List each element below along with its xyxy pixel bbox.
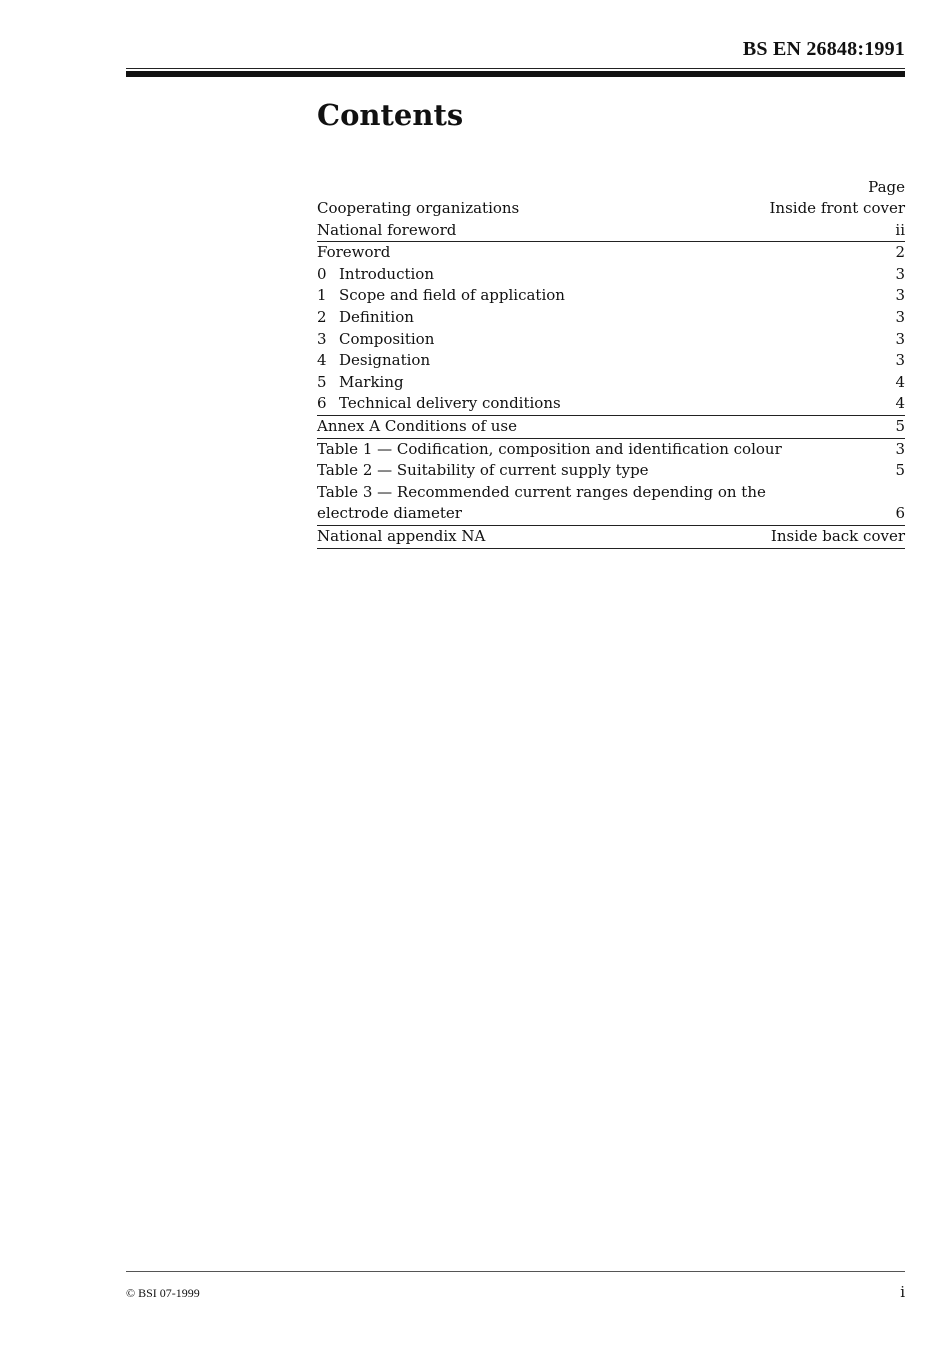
toc-entry-page: ii [895, 220, 905, 239]
toc-entry-national-foreword[interactable] [317, 220, 905, 243]
toc-entry-title: Definition [339, 307, 414, 326]
page-title: Contents [317, 98, 464, 132]
copyright-notice: © BSI 07-1999 [126, 1286, 200, 1300]
page-column-label: Page [868, 178, 905, 196]
toc-entry-page: 5 [895, 416, 905, 435]
toc-entry-introduction[interactable] [317, 264, 905, 286]
toc-entry-page: 3 [895, 329, 905, 348]
toc-entry-title: Cooperating organizations [317, 199, 520, 217]
toc-entry-number: 2 [317, 307, 327, 326]
toc-entry-foreword[interactable] [317, 242, 905, 264]
toc-entry-title: Foreword [317, 243, 391, 262]
toc-entry-title: Composition [339, 329, 435, 348]
toc-entry-page: Inside back cover [770, 526, 905, 545]
toc-entry-page: 4 [895, 394, 905, 413]
toc-entry-title: Table 3 — Recommended current ranges depending on the electrode diameter [317, 482, 766, 523]
toc-entry-table-3[interactable] [317, 482, 905, 526]
toc-entry-number: 3 [317, 329, 327, 348]
toc-entry-title: Table 2 — Suitability of current supply type [317, 461, 649, 480]
toc-entry-page: 3 [895, 351, 905, 370]
table-of-contents [317, 177, 905, 549]
toc-entry-title: Table 1 — Codification, composition and identification colour [317, 439, 782, 458]
header-rule-thin [126, 68, 905, 69]
toc-entry-national-appendix[interactable] [317, 526, 905, 549]
toc-entry-number: 4 [317, 351, 327, 370]
toc-entry-definition[interactable] [317, 307, 905, 329]
toc-entry-title: Annex A Conditions of use [317, 416, 517, 435]
toc-entry-page: 3 [895, 264, 905, 283]
toc-entry-number: 0 [317, 264, 327, 283]
toc-entry-scope[interactable] [317, 285, 905, 307]
toc-entry-number: 5 [317, 372, 327, 391]
toc-entry-page: 6 [895, 504, 905, 523]
header-rule-thick [126, 71, 905, 77]
toc-entry-marking[interactable] [317, 372, 905, 394]
toc-entry-title: National appendix NA [317, 526, 486, 545]
toc-entry-title: Scope and field of application [339, 286, 565, 305]
toc-entry-annex-a[interactable] [317, 416, 905, 439]
toc-entry-table-1[interactable] [317, 439, 905, 461]
toc-entry-page: Inside front cover [769, 199, 905, 217]
toc-entry-title: Designation [339, 351, 431, 370]
toc-entry-title: National foreword [317, 220, 457, 239]
toc-entry-technical-delivery[interactable] [317, 393, 905, 416]
toc-entry-page: 5 [895, 461, 905, 480]
toc-entry-page: 4 [895, 372, 905, 391]
toc-entry-title: Marking [339, 372, 404, 391]
toc-entry-page: 3 [895, 439, 905, 458]
page-number: i [900, 1283, 905, 1301]
document-id: BS EN 26848:1991 [742, 38, 905, 60]
toc-entry-title: Technical delivery conditions [339, 394, 561, 413]
toc-entry-number: 1 [317, 286, 327, 305]
toc-entry-title: Introduction [339, 264, 434, 283]
toc-entry-designation[interactable] [317, 350, 905, 372]
toc-entry-composition[interactable] [317, 329, 905, 351]
toc-entry-table-2[interactable] [317, 460, 905, 482]
toc-entry-cooperating-organizations[interactable] [317, 198, 905, 220]
toc-entry-number: 6 [317, 394, 327, 413]
footer-rule [126, 1271, 905, 1272]
toc-entry-page: 3 [895, 307, 905, 326]
toc-entry-page: 3 [895, 286, 905, 305]
toc-entry-page: 2 [895, 243, 905, 262]
